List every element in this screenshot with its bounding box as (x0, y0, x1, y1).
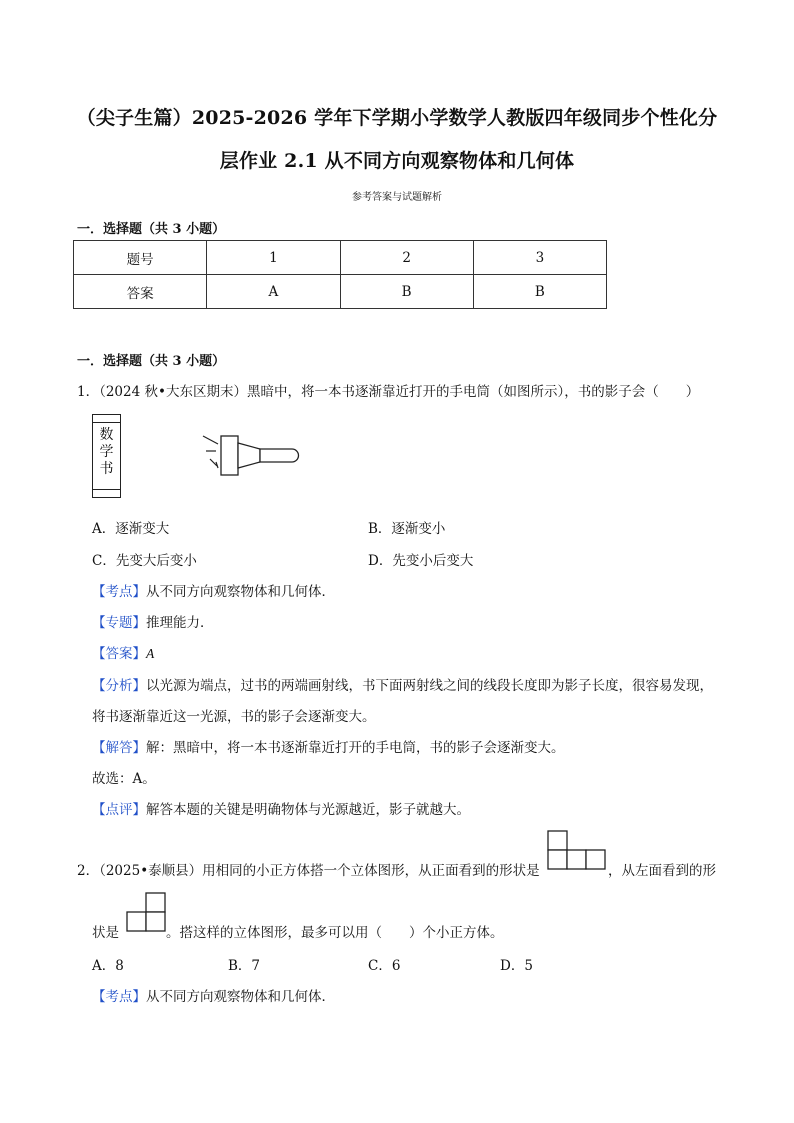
table-row (74, 241, 607, 275)
table-cell: 2 (340, 241, 473, 275)
daan-text: A (146, 646, 155, 661)
question-1-option-d: D．先变小后变大 (368, 553, 474, 569)
table-cell: B (340, 275, 473, 309)
kaodian-tag: 【考点】 (92, 989, 146, 1005)
q1-jieda (92, 736, 565, 756)
table-cell: 3 (473, 241, 606, 275)
question-1-stem: 1．（2024 秋•大东区期末）黑暗中，将一本书逐渐靠近打开的手电筒（如图所示），书的影子会（ ） (77, 384, 700, 400)
q1-dianping (92, 798, 470, 818)
question-2-option-c: C．6 (368, 958, 401, 974)
page-subtitle: 参考答案与试题解析 (352, 192, 442, 203)
dianping-tag: 【点评】 (92, 802, 146, 818)
dianping-text: 解答本题的关键是明确物体与光源越近，影子就越大。 (146, 802, 470, 818)
question-2-option-b: B．7 (228, 958, 261, 974)
q1-kaodian (92, 580, 335, 600)
q1-zhuanti (92, 611, 214, 631)
front-view-figure (547, 830, 607, 870)
table-cell: 题号 (74, 241, 207, 275)
kaodian-text: 从不同方向观察物体和几何体． (146, 989, 335, 1005)
question-1-option-a: A．逐渐变大 (92, 521, 170, 537)
answer-section-heading: 一．选择题（共 3 小题） (77, 222, 226, 237)
fenxi-text: 以光源为端点，过书的两端画射线，书下面两射线之间的线段长度即为影子长度，很容易发现， (146, 678, 713, 694)
fenxi-tag: 【分析】 (92, 678, 146, 694)
zhuanti-text: 推理能力． (146, 615, 214, 631)
book-figure (92, 414, 121, 498)
q2-kaodian (92, 985, 335, 1005)
page-title-line1: （尖子生篇）2025-2026 学年下学期小学数学人教版四年级同步个性化分 (76, 107, 718, 129)
kaodian-text: 从不同方向观察物体和几何体． (146, 584, 335, 600)
q1-daan (92, 642, 154, 662)
jieda-text: 解：黑暗中，将一本书逐渐靠近打开的手电筒，书的影子会逐渐变大。 (146, 740, 565, 756)
answer-table (73, 240, 607, 309)
question-2-stem-part2: ，从左面看到的形 (608, 863, 716, 879)
table-cell: 1 (207, 241, 340, 275)
question-1-option-c: C．先变大后变小 (92, 553, 197, 569)
q1-guxuan: 故选：A。 (92, 771, 156, 787)
page-title-line2: 层作业 2.1 从不同方向观察物体和几何体 (219, 150, 575, 172)
left-view-figure (126, 892, 168, 932)
question-2-option-d: D．5 (500, 958, 533, 974)
kaodian-tag: 【考点】 (92, 584, 146, 600)
book-title: 数学书 (99, 427, 114, 477)
q1-fenxi-line1 (92, 674, 713, 694)
question-2-stem-part1: 2．（2025•泰顺县）用相同的小正方体搭一个立体图形，从正面看到的形状是 (77, 863, 540, 879)
question-2-stem-part4: 。搭这样的立体图形，最多可以用（ ）个小正方体。 (166, 925, 504, 941)
table-row (74, 275, 607, 309)
table-cell: A (207, 275, 340, 309)
flashlight-figure (198, 432, 302, 478)
zhuanti-tag: 【专题】 (92, 615, 146, 631)
question-2-stem-part3: 状是 (92, 925, 119, 941)
table-cell: B (473, 275, 606, 309)
q1-fenxi-line2: 将书逐渐靠近这一光源，书的影子会逐渐变大。 (92, 709, 376, 725)
table-cell: 答案 (74, 275, 207, 309)
question-1-option-b: B．逐渐变小 (368, 521, 446, 537)
jieda-tag: 【解答】 (92, 740, 146, 756)
daan-tag: 【答案】 (92, 646, 146, 662)
question-2-option-a: A．8 (92, 958, 124, 974)
section-heading: 一．选择题（共 3 小题） (77, 354, 226, 369)
